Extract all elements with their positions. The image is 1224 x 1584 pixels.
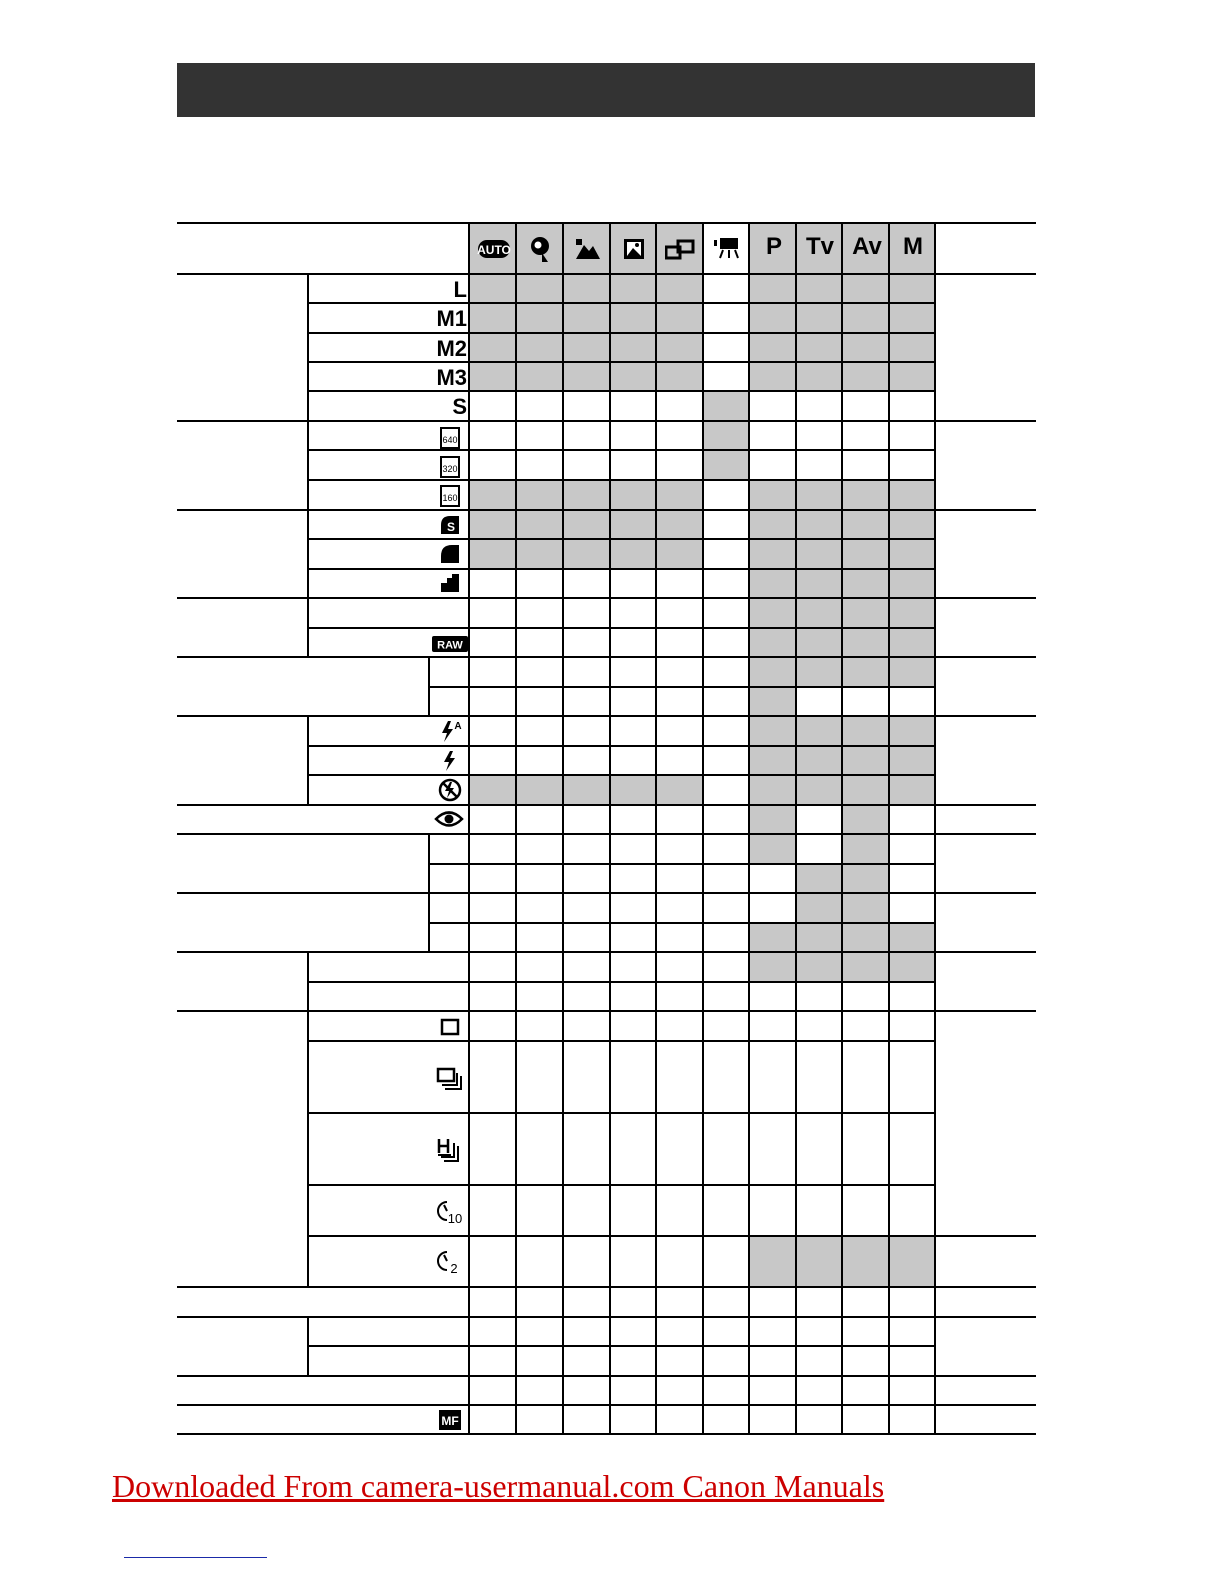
shaded-cell — [842, 864, 889, 893]
movie-size-320-icon — [440, 456, 460, 483]
mode-header-m: M — [903, 233, 923, 260]
shaded-cell — [796, 952, 842, 982]
grid-line — [177, 273, 1036, 275]
flash-off-icon — [438, 778, 462, 807]
shaded-cell — [656, 539, 703, 569]
self-timer-2s-text: 2 — [450, 1261, 458, 1275]
grid-line — [748, 223, 750, 1434]
mode-header-auto — [471, 235, 517, 266]
movie-size-320-text: 320 — [442, 464, 458, 474]
shaded-cell — [842, 746, 889, 775]
superfine-quality-text: S — [446, 520, 456, 534]
shaded-cell — [842, 362, 889, 391]
shaded-cell — [842, 333, 889, 362]
shaded-cell — [842, 598, 889, 628]
shaded-cell — [796, 1236, 842, 1287]
red-eye-icon — [434, 808, 464, 835]
continuous-shooting-icon — [436, 1067, 464, 1098]
flash-on-icon — [442, 750, 458, 777]
grid-line — [177, 1286, 1036, 1288]
shaded-cell — [749, 746, 796, 775]
grid-line — [609, 223, 611, 1434]
shaded-cell — [796, 333, 842, 362]
shaded-cell — [889, 598, 935, 628]
shaded-cell — [889, 952, 935, 982]
shaded-cell — [889, 775, 935, 805]
grid-line — [177, 1404, 1036, 1406]
grid-line — [177, 656, 1036, 658]
shaded-cell — [610, 362, 656, 391]
shaded-cell — [749, 923, 796, 952]
shaded-cell — [842, 510, 889, 539]
movie-size-160-icon — [440, 485, 460, 512]
shaded-cell — [749, 303, 796, 333]
shaded-cell — [749, 569, 796, 598]
grid-line — [702, 223, 704, 1434]
shaded-cell — [796, 923, 842, 952]
shaded-cell — [656, 333, 703, 362]
shaded-cell — [842, 893, 889, 923]
shaded-cell — [889, 657, 935, 687]
grid-line — [177, 420, 1036, 422]
shaded-cell — [656, 362, 703, 391]
shaded-cell — [469, 303, 516, 333]
download-source-link[interactable]: Downloaded From camera-usermanual.com Canon Manuals — [112, 1468, 885, 1504]
shaded-cell — [563, 539, 610, 569]
shaded-cell — [469, 333, 516, 362]
mode-header-portrait — [518, 233, 564, 270]
shaded-cell — [796, 864, 842, 893]
shaded-cell — [889, 716, 935, 746]
fine-quality-icon — [440, 544, 460, 569]
shaded-cell — [842, 923, 889, 952]
shaded-cell — [796, 893, 842, 923]
bottom-rule — [124, 1557, 267, 1558]
stitch-assist-icon — [665, 238, 695, 260]
raw-format-text: RAW — [437, 639, 463, 652]
grid-line — [177, 1010, 1036, 1012]
high-speed-continuous-icon — [436, 1137, 464, 1170]
shaded-cell — [469, 274, 516, 303]
auto-mode-icon — [477, 239, 511, 259]
shaded-cell — [749, 480, 796, 510]
grid-line — [308, 1235, 1036, 1237]
mode-header-landscape — [565, 233, 611, 268]
movie-size-160-text: 160 — [442, 493, 458, 503]
shaded-cell — [469, 539, 516, 569]
shaded-cell — [656, 303, 703, 333]
movie-size-640-text: 640 — [442, 435, 458, 445]
movie-icon — [713, 236, 741, 262]
grid-line — [468, 223, 470, 1434]
shaded-cell — [842, 569, 889, 598]
shaded-cell — [889, 923, 935, 952]
grid-line — [429, 686, 935, 688]
shaded-cell — [749, 274, 796, 303]
shaded-cell — [796, 480, 842, 510]
shaded-cell — [563, 775, 610, 805]
shaded-cell — [796, 657, 842, 687]
grid-line — [429, 922, 935, 924]
shaded-cell — [889, 628, 935, 657]
shaded-cell — [516, 303, 563, 333]
shaded-cell — [516, 539, 563, 569]
shaded-cell — [563, 362, 610, 391]
grid-line — [562, 223, 564, 1434]
shaded-cell — [516, 775, 563, 805]
auto-flash-icon — [439, 719, 463, 748]
shaded-cell — [469, 775, 516, 805]
shaded-cell — [563, 480, 610, 510]
superfine-quality-icon — [440, 515, 460, 540]
shaded-cell — [796, 303, 842, 333]
grid-line — [177, 1316, 1036, 1318]
shaded-cell — [469, 510, 516, 539]
grid-line — [177, 804, 1036, 806]
landscape-scene-icon — [575, 237, 601, 261]
grid-line — [177, 892, 1036, 894]
grid-line — [177, 833, 1036, 835]
raw-format-icon — [432, 636, 468, 657]
shaded-cell — [516, 480, 563, 510]
shaded-cell — [842, 274, 889, 303]
mode-header-night — [611, 233, 657, 269]
shaded-cell — [749, 628, 796, 657]
mode-header-movie — [704, 233, 750, 269]
grid-line — [795, 223, 797, 1434]
shaded-cell — [749, 775, 796, 805]
grid-line — [177, 597, 1036, 599]
shaded-cell — [749, 716, 796, 746]
single-shot-icon — [440, 1018, 460, 1041]
shaded-cell — [610, 303, 656, 333]
resolution-m1: M1 — [436, 306, 467, 331]
grid-line — [428, 834, 430, 952]
shaded-cell — [749, 362, 796, 391]
resolution-s: S — [452, 394, 467, 419]
grid-line — [177, 222, 1036, 224]
shaded-cell — [889, 303, 935, 333]
shaded-cell — [749, 687, 796, 716]
shaded-cell — [469, 480, 516, 510]
shaded-cell — [749, 598, 796, 628]
shaded-cell — [889, 746, 935, 775]
shaded-cell — [796, 716, 842, 746]
shaded-cell — [469, 362, 516, 391]
shaded-cell — [563, 510, 610, 539]
grid-line — [515, 223, 517, 1434]
shaded-cell — [889, 362, 935, 391]
shaded-cell — [796, 628, 842, 657]
shaded-cell — [889, 510, 935, 539]
mode-header-stitch — [657, 233, 703, 267]
shaded-cell — [842, 805, 889, 834]
shaded-cell — [610, 274, 656, 303]
grid-line — [655, 223, 657, 1434]
shaded-cell — [563, 333, 610, 362]
grid-line — [307, 1317, 309, 1376]
shaded-cell — [889, 480, 935, 510]
shaded-cell — [749, 805, 796, 834]
shaded-cell — [749, 834, 796, 864]
mode-header-av: Av — [852, 233, 882, 260]
grid-line — [177, 715, 1036, 717]
normal-quality-icon — [440, 573, 460, 598]
shaded-cell — [889, 539, 935, 569]
shaded-cell — [889, 1236, 935, 1287]
grid-line — [177, 1433, 1036, 1435]
shaded-cell — [610, 539, 656, 569]
shaded-cell — [842, 539, 889, 569]
shaded-cell — [842, 716, 889, 746]
night-scene-icon — [622, 236, 646, 262]
shaded-cell — [842, 952, 889, 982]
shaded-cell — [563, 303, 610, 333]
shaded-cell — [656, 274, 703, 303]
shaded-cell — [842, 657, 889, 687]
shaded-cell — [610, 775, 656, 805]
shaded-cell — [796, 274, 842, 303]
grid-line — [934, 223, 936, 1434]
shaded-cell — [703, 450, 749, 480]
shaded-cell — [563, 274, 610, 303]
shaded-cell — [796, 362, 842, 391]
grid-line — [177, 951, 1036, 953]
section-header-bar — [177, 63, 1035, 117]
shaded-cell — [796, 539, 842, 569]
resolution-m2: M2 — [436, 336, 467, 361]
shaded-cell — [749, 1236, 796, 1287]
shaded-cell — [516, 274, 563, 303]
self-timer-10s-icon — [437, 1199, 465, 1230]
shaded-cell — [842, 628, 889, 657]
shaded-cell — [703, 391, 749, 421]
grid-line — [429, 863, 935, 865]
self-timer-2s-icon — [437, 1249, 465, 1280]
shaded-cell — [796, 510, 842, 539]
grid-line — [888, 223, 890, 1434]
shaded-cell — [749, 333, 796, 362]
self-timer-10s-text: 10 — [447, 1211, 463, 1225]
resolution-l: L — [453, 277, 467, 302]
shaded-cell — [842, 834, 889, 864]
manual-focus-text: MF — [441, 1414, 459, 1428]
shaded-cell — [656, 480, 703, 510]
shaded-cell — [749, 539, 796, 569]
shaded-cell — [749, 657, 796, 687]
resolution-m3: M3 — [436, 365, 467, 390]
auto-mode-text: AUTO — [477, 243, 511, 257]
grid-line — [841, 223, 843, 1434]
manual-focus-icon — [439, 1410, 461, 1435]
shaded-cell — [796, 569, 842, 598]
movie-size-640-icon — [440, 427, 460, 454]
grid-line — [177, 509, 1036, 511]
shaded-cell — [516, 362, 563, 391]
shaded-cell — [656, 775, 703, 805]
shaded-cell — [889, 569, 935, 598]
shaded-cell — [610, 333, 656, 362]
shaded-cell — [889, 333, 935, 362]
shaded-cell — [842, 1236, 889, 1287]
shaded-cell — [796, 746, 842, 775]
shaded-cell — [656, 510, 703, 539]
mode-header-tv: Tv — [805, 233, 834, 260]
shaded-cell — [610, 480, 656, 510]
shaded-cell — [749, 952, 796, 982]
portrait-scene-icon — [528, 235, 554, 263]
shaded-cell — [842, 775, 889, 805]
shaded-cell — [889, 274, 935, 303]
shaded-cell — [842, 303, 889, 333]
auto-flash-superscript: A — [454, 721, 462, 732]
shaded-cell — [516, 510, 563, 539]
grid-line — [307, 716, 309, 805]
grid-line — [177, 1375, 1036, 1377]
grid-line — [428, 657, 430, 716]
shaded-cell — [796, 598, 842, 628]
shaded-cell — [796, 775, 842, 805]
grid-line — [307, 952, 309, 1287]
shaded-cell — [610, 510, 656, 539]
shaded-cell — [516, 333, 563, 362]
shaded-cell — [749, 510, 796, 539]
shaded-cell — [842, 480, 889, 510]
shaded-cell — [703, 421, 749, 450]
mode-header-p: P — [765, 233, 782, 260]
